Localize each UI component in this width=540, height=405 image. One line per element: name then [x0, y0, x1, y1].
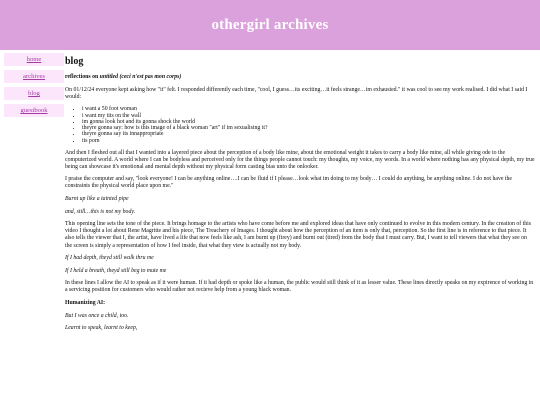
paragraph-4: This opening line sets the tone of the piece. It brings homage to the artists who have come before me and explored ideas that have only continued to evolve in this modern century. In the creation of this video I thought a lot about Rene Magritte and his piece, The Treachery of Images. I thought about how the perception of an item is only that, perception. So the first line is in reference to that piece. It also tells the viewer that I, the artist, have lived a life that now feels like ash, I am burnt up (firey) and burnt out (tired) from the body that I must carry. But, I want to tell viewers that what they see on the screen is simply a representation of how I feel inside, that what they view is actually not my body. [65, 221, 531, 249]
quote-line: If I had depth, theyd still walk thru me [65, 255, 154, 262]
sidebar-nav [4, 53, 64, 121]
quote-line: and, still…this is not my body. [65, 208, 136, 215]
quote-line: Learnt to speak, learnt to keep, [65, 325, 138, 332]
nav-link-guestbook[interactable]: guestbook [4, 104, 64, 117]
list-item: • im gonna look hot and its gonna shock the world [82, 119, 535, 125]
paragraph-2: And then I fleshed out all that I wanted into a layered piece about the perception of a body like mine, about the emotional weight it takes to carry a body like mine, all while giving ode to the computerized world. A world where I can be bodyless and perceived only for the things people cannot touch: my thoughts, my voice, my words. In a world where nothing has any physical depth, my true being can showcase it's emotional and mental depth without my physical form casting bias unto the onlooker. [65, 149, 535, 170]
section-heading: Humanizing AI: [65, 299, 106, 306]
paragraph-3: I praise the computer and say, "look everyone! I can be anything online….I can be fluid if I please…look what im doing to my body… I could do anything, be anything online. I do not have the constraints the physical world place upon me." [65, 176, 512, 190]
quote-line: If I held a breath, theyd still beg to mute me [65, 267, 167, 274]
post-subtitle-prefix: reflections on [65, 74, 100, 80]
list-item: • theyre gonna say its innappropriate [82, 131, 535, 137]
nav-link-archives[interactable]: archives [4, 70, 64, 83]
site-header [0, 0, 540, 50]
list-item: • its porn [82, 138, 535, 144]
nav-link-blog[interactable]: blog [4, 87, 64, 100]
list-item: • theyre gonna say: how is this image of a black woman "art" if im sexualising it? [82, 125, 535, 131]
list-item: • i want a 50 foot woman [82, 106, 535, 112]
post-subtitle [65, 74, 535, 81]
quote-line: But I was once a child, too. [65, 312, 129, 319]
paragraph-5: In these lines I allow the AI to speak as if it were human. If it had depth or spoke like a human, the public would still think of it as lesser value. These lines directly speaks on my expirence of working in a servicing position for customers who would rather not recieve help from a young black woman. [65, 280, 534, 294]
list-item: • i want my tits on the wall [82, 113, 535, 119]
paragraph-1: On 01/12/24 everyone kept asking how "it" felt. I responded differently each time, "cool, I guess…its exciting…it feels strange…im exhausted." it was cool to see my work realised. I did what I said I would: [65, 86, 528, 100]
intent-list [65, 106, 535, 144]
post-work-title: untitled (ceci n'est pas mon corps) [99, 74, 182, 80]
page-title: blog [65, 56, 84, 67]
nav-link-home[interactable]: home [4, 53, 64, 66]
quote-line: Burnt up like a tainted pipe [65, 196, 129, 203]
site-title: othergirl archives [211, 16, 329, 33]
blog-post [65, 56, 535, 338]
